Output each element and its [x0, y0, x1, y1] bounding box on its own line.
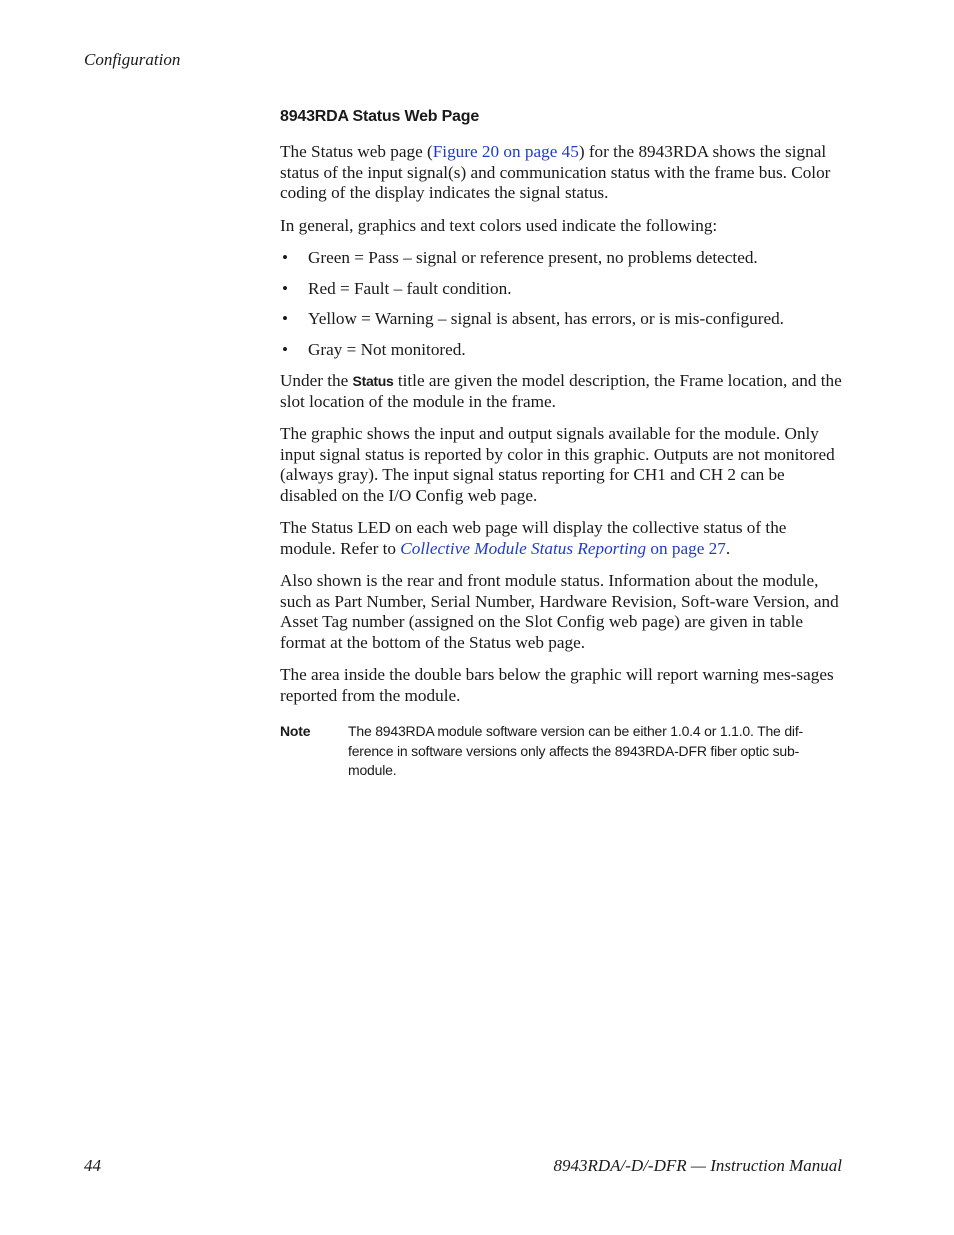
led-text-start: The Status LED on each web page will display the collective status of the module. Refer to: [280, 518, 787, 558]
intro-text-end: ) for the 8943RDA shows the signal status of the input signal(s) and communication status with the frame bus. Color coding of the display indicates the signal status.: [280, 142, 831, 202]
under-text-start: Under the: [280, 371, 353, 390]
intro-paragraph: [280, 142, 845, 204]
list-item-text: Gray = Not monitored.: [308, 339, 466, 359]
status-led-paragraph: [280, 518, 845, 559]
intro-text-start: The Status web page (: [280, 142, 433, 161]
list-item-text: Green = Pass – signal or reference present, no problems detected.: [308, 248, 758, 267]
section-title: 8943RDA Status Web Page: [280, 108, 480, 125]
list-item-text: Yellow = Warning – signal is absent, has errors, or is mis-configured.: [308, 309, 784, 328]
module-status-paragraph: Also shown is the rear and front module status. Information about the module, such as Part Number, Serial Number, Hardware Revision, Soft-ware Version, and Asset Tag number (assigned on the Slot Config web page) are given in table format at the bottom of the Status web page.: [280, 571, 839, 652]
main-content: [280, 106, 845, 781]
list-item-text: Red = Fault – fault condition.: [308, 278, 512, 298]
figure-20-link[interactable]: Figure 20 on page 45: [432, 142, 579, 161]
status-keyword: Status: [352, 373, 394, 389]
bullet-icon: •: [282, 339, 289, 359]
note-text: The 8943RDA module software version can be either 1.0.4 or 1.1.0. The dif-ference in software versions only affects the 8943RDA-DFR fiber optic sub-module.: [348, 723, 803, 778]
list-item: [280, 279, 845, 300]
list-item: [280, 340, 845, 361]
bullet-icon: •: [282, 248, 289, 267]
graphic-paragraph: The graphic shows the input and output signals available for the module. Only input signal status is reported by color in this graphic. Outputs are not monitored (always gray). The input signal status reporting for CH1 and CH 2 can be disabled on the I/O Config web page.: [280, 424, 835, 505]
note-block: [280, 722, 845, 781]
general-paragraph: In general, graphics and text colors used indicate the following:: [280, 215, 718, 235]
page-27-link[interactable]: on page 27: [646, 538, 726, 558]
under-status-paragraph: [280, 371, 845, 412]
note-label: Note: [280, 723, 311, 739]
collective-status-link[interactable]: Collective Module Status Reporting: [400, 538, 647, 558]
bullet-icon: •: [282, 309, 289, 328]
warning-area-paragraph: The area inside the double bars below the graphic will report warning mes-sages reported from the module.: [280, 665, 834, 705]
color-legend-list: [280, 248, 845, 360]
bullet-icon: •: [282, 278, 289, 298]
led-text-end: .: [725, 538, 731, 558]
page-number: 44: [84, 1156, 101, 1175]
running-head: Configuration: [84, 50, 181, 69]
list-item: [280, 248, 845, 269]
manual-title: 8943RDA/-D/-DFR — Instruction Manual: [553, 1156, 842, 1175]
list-item: [280, 309, 845, 330]
under-text-end: title are given the model description, the Frame location, and the slot location of the module in the frame.: [280, 371, 842, 411]
